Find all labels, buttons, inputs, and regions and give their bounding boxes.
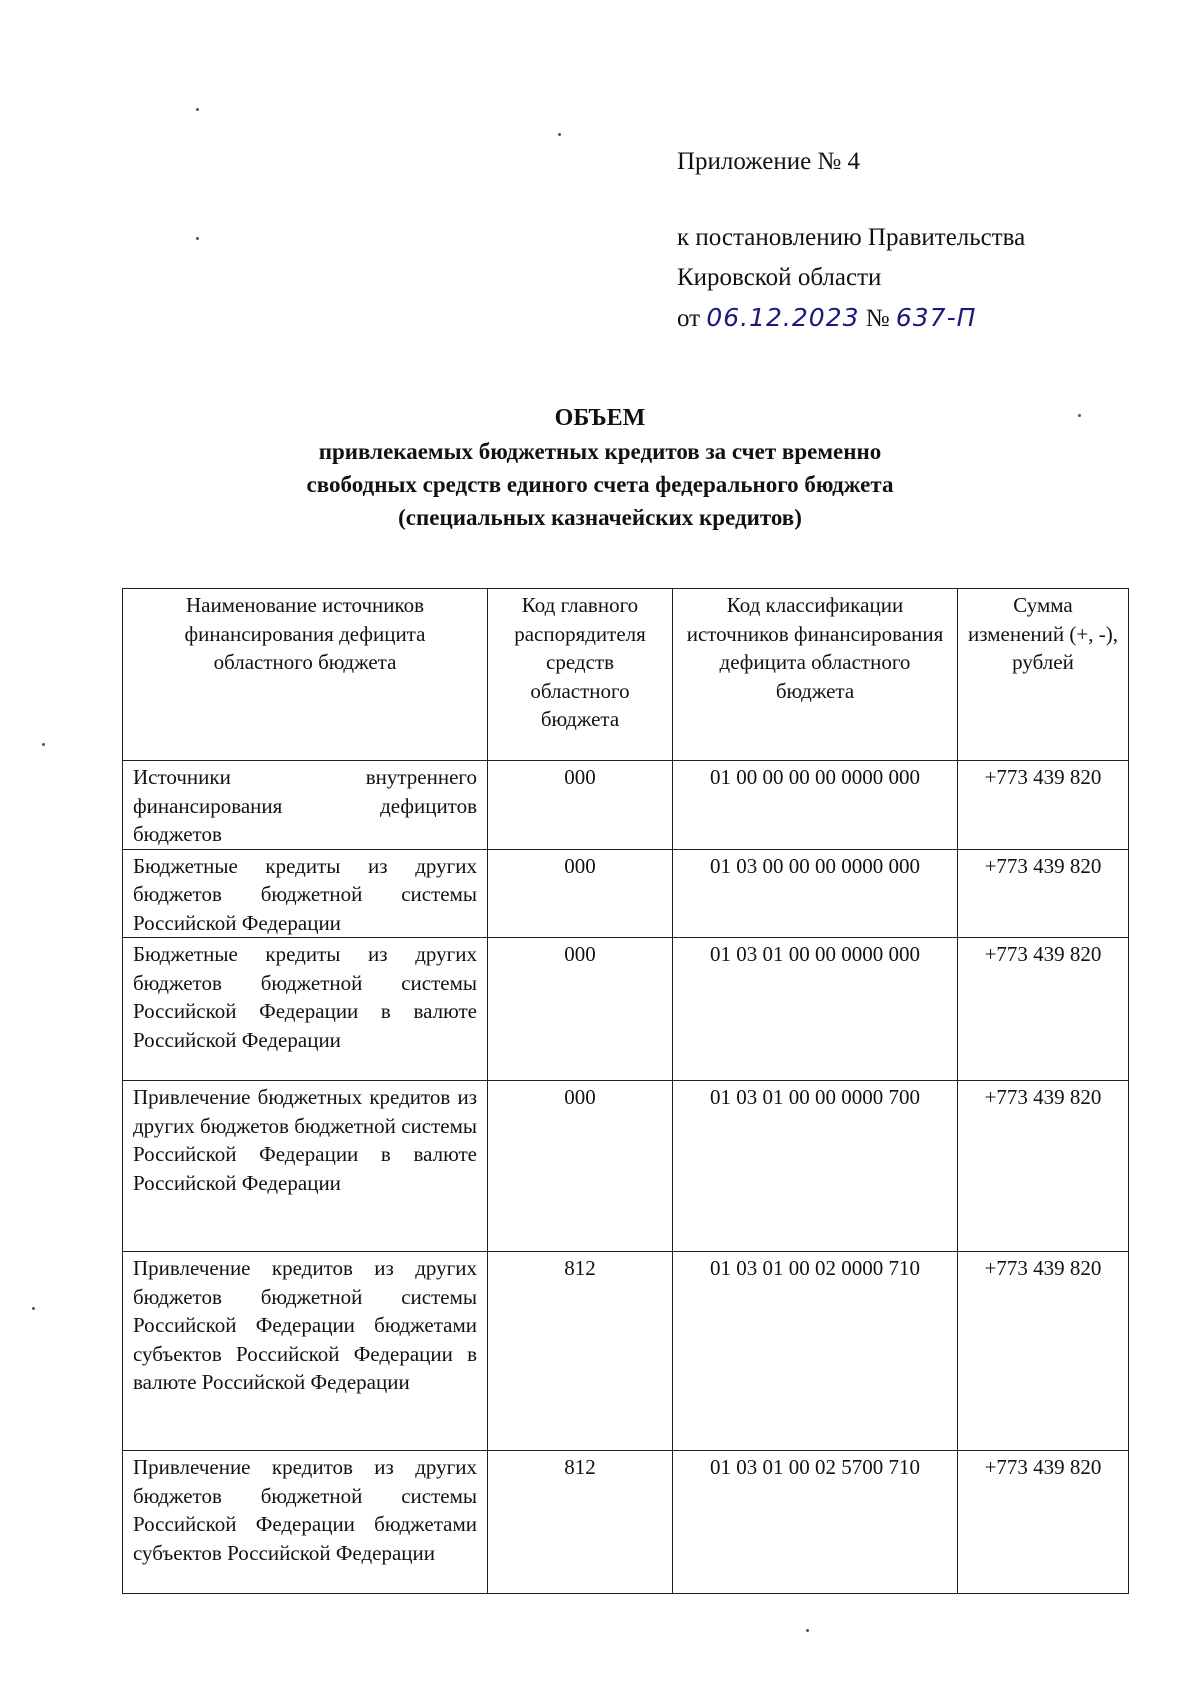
row-amount: +773 439 820 [958, 1252, 1129, 1451]
decree-line-2: Кировской области [677, 264, 882, 291]
date-prefix: от [677, 305, 701, 332]
column-header-class-code: Код классификации источников финансирования дефицита областного бюджета [673, 589, 958, 761]
title-line-1: ОБЪЕМ [554, 405, 646, 431]
scan-speck [1078, 414, 1081, 417]
row-name: Привлечение кредитов из других бюджетов бюджетной системы Российской Федерации бюджетами субъектов Российской Федерации в валюте Российской Федерации [123, 1252, 488, 1451]
row-amount: +773 439 820 [958, 761, 1129, 850]
row-class-code: 01 03 00 00 00 0000 000 [673, 849, 958, 938]
row-amount: +773 439 820 [958, 849, 1129, 938]
financing-sources-table [122, 588, 1129, 1594]
row-class-code: 01 03 01 00 00 0000 000 [673, 938, 958, 1081]
row-name: Привлечение бюджетных кредитов из других бюджетов бюджетной системы Российской Федерации в валюте Российской Федерации [123, 1081, 488, 1252]
row-class-code: 01 03 01 00 02 0000 710 [673, 1252, 958, 1451]
row-admin-code: 812 [488, 1252, 673, 1451]
scan-speck [806, 1629, 809, 1632]
column-header-admin-code: Код главного распорядителя средств областного бюджета [488, 589, 673, 761]
row-class-code: 01 03 01 00 02 5700 710 [673, 1451, 958, 1594]
appendix-label [677, 142, 860, 182]
row-admin-code: 000 [488, 1081, 673, 1252]
row-amount: +773 439 820 [958, 938, 1129, 1081]
scan-speck [32, 1307, 35, 1310]
row-amount: +773 439 820 [958, 1081, 1129, 1252]
document-title [0, 402, 1200, 534]
scan-speck [42, 743, 45, 746]
row-name: Бюджетные кредиты из других бюджетов бюджетной системы Российской Федерации в валюте Российской Федерации [123, 938, 488, 1081]
title-line-4: (специальных казначейских кредитов) [398, 505, 802, 530]
table-row [123, 1451, 1129, 1594]
handwritten-date: 06.12.2023 [706, 303, 860, 332]
column-header-amount: Сумма изменений (+, -), рублей [958, 589, 1129, 761]
handwritten-number: 637-П [895, 303, 977, 332]
table-row [123, 849, 1129, 938]
title-line-2: привлекаемых бюджетных кредитов за счет временно [318, 439, 882, 464]
table-row [123, 1081, 1129, 1252]
row-name: Бюджетные кредиты из других бюджетов бюджетной системы Российской Федерации [123, 849, 488, 938]
decree-reference [677, 218, 1025, 339]
row-admin-code: 812 [488, 1451, 673, 1594]
table-row [123, 761, 1129, 850]
row-admin-code: 000 [488, 761, 673, 850]
scan-speck [196, 237, 199, 240]
scan-speck [196, 108, 199, 111]
table-row [123, 938, 1129, 1081]
row-amount: +773 439 820 [958, 1451, 1129, 1594]
title-line-3: свободных средств единого счета федерального бюджета [306, 472, 894, 497]
column-header-name: Наименование источников финансирования дефицита областного бюджета [123, 589, 488, 761]
row-class-code: 01 00 00 00 00 0000 000 [673, 761, 958, 850]
appendix-text: Приложение № 4 [677, 148, 861, 175]
scan-speck [558, 133, 561, 136]
table-header-row [123, 589, 1129, 761]
row-class-code: 01 03 01 00 00 0000 700 [673, 1081, 958, 1252]
number-prefix: № [865, 305, 890, 332]
decree-line-1: к постановлению Правительства [677, 224, 1026, 251]
row-name: Привлечение кредитов из других бюджетов бюджетной системы Российской Федерации бюджетами субъектов Российской Федерации [123, 1451, 488, 1594]
row-name: Источники внутреннего финансирования дефицитов бюджетов [123, 761, 488, 850]
row-admin-code: 000 [488, 938, 673, 1081]
decree-date-line [677, 298, 1025, 339]
table-row [123, 1252, 1129, 1451]
row-admin-code: 000 [488, 849, 673, 938]
